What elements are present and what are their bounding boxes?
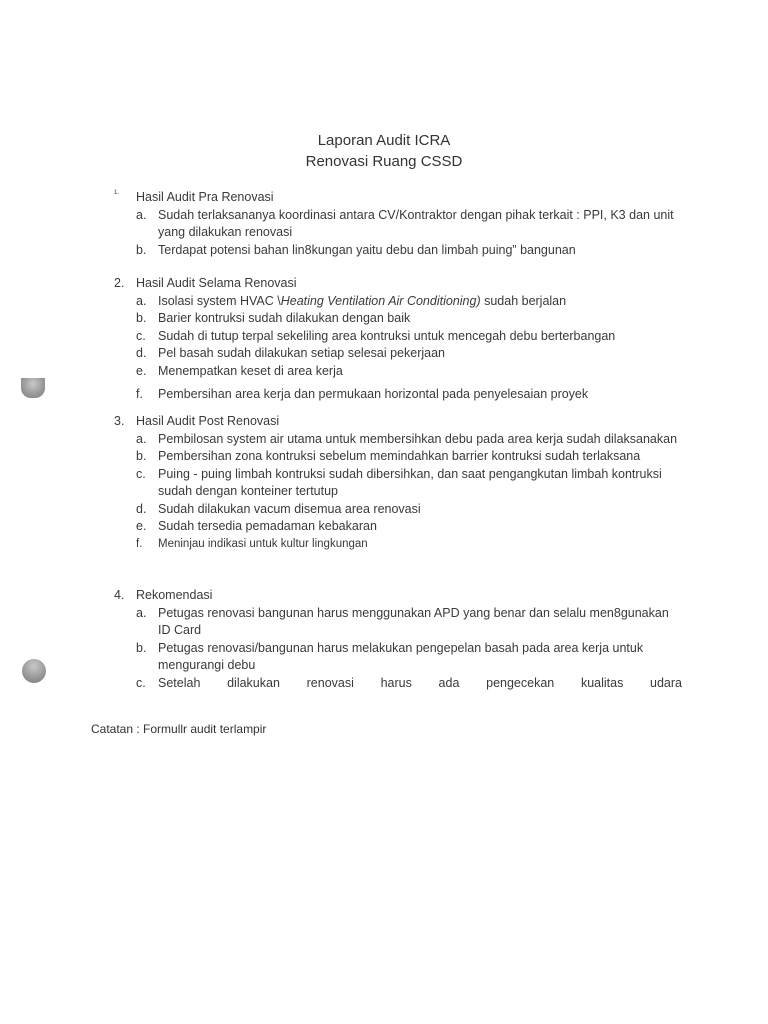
punch-hole-mark — [22, 659, 46, 683]
list-item — [112, 242, 682, 260]
item-letter: b. — [136, 242, 147, 257]
item-letter: e. — [136, 363, 147, 378]
item-text-italic: Heating Ventilation Air Conditioning) — [280, 293, 481, 308]
document-title: Laporan Audit ICRA — [317, 132, 451, 149]
item-text: Sudah tersedia pemadaman kebakaran — [158, 519, 377, 533]
list-item — [112, 501, 682, 519]
footnote: Catatan : Formullr audit terlampir — [91, 722, 267, 736]
item-letter: b. — [136, 449, 147, 463]
list-item — [112, 640, 682, 675]
item-letter: c. — [136, 466, 146, 481]
list-item — [112, 431, 682, 449]
item-text: Sudah dilakukan vacum disemua area renovasi — [158, 501, 421, 516]
section-post-renovasi — [112, 413, 682, 553]
section-pra-renovasi — [112, 189, 682, 259]
item-list — [112, 207, 682, 260]
list-item — [112, 536, 682, 554]
punch-hole-mark — [21, 378, 45, 398]
item-text: Pembersihan area kerja dan permukaan horizontal pada penyelesaian proyek — [158, 387, 589, 401]
list-item — [112, 675, 682, 693]
list-item — [112, 293, 682, 311]
section-number: 1. — [114, 190, 120, 196]
item-text: Puing - puing limbah kontruksi sudah dibersihkan, dan saat pengangkutan limbah kontruksi sudah dengan konteiner tertutup — [158, 466, 662, 498]
item-text: Petugas renovasi/bangunan harus melakukan pengepelan basah pada area kerja untuk mengurangi debu — [158, 640, 644, 672]
item-text: Pembersihan zona kontruksi sebelum memindahkan barrier kontruksi sudah terlaksana — [158, 449, 641, 463]
item-text — [158, 293, 682, 311]
list-item — [112, 386, 682, 404]
section-rekomendasi — [112, 587, 682, 692]
item-text: Barier kontruksi sudah dilakukan dengan baik — [158, 311, 411, 325]
item-letter: e. — [136, 519, 147, 533]
item-text: Pembilosan system air utama untuk membersihkan debu pada area kerja sudah dilaksanakan — [158, 431, 678, 446]
item-text: Sudah terlaksananya koordinasi antara CV/Kontraktor dengan pihak terkait : PPI, K3 dan unit yang dilakukan renovasi — [158, 207, 674, 239]
section-heading — [112, 189, 682, 207]
list-item — [112, 345, 682, 363]
item-list — [112, 605, 682, 693]
section-heading — [112, 587, 682, 605]
item-list — [112, 293, 682, 404]
item-text-pre: Isolasi system HVAC \ — [158, 293, 281, 308]
item-text: Terdapat potensi bahan lin8kungan yaitu debu dan limbah puing” bangunan — [158, 242, 576, 257]
item-letter: b. — [136, 311, 147, 325]
section-heading — [112, 413, 682, 431]
item-text: Pel basah sudah dilakukan setiap selesai pekerjaan — [158, 346, 445, 360]
document-subtitle: Renovasi Ruang CSSD — [305, 153, 463, 170]
item-letter: a. — [136, 293, 147, 308]
list-item — [112, 310, 682, 328]
section-number: 2. — [114, 276, 125, 290]
item-text: Setelah dilakukan renovasi harus ada pengecekan kualitas udara — [158, 675, 682, 690]
item-letter: b. — [136, 640, 147, 655]
section-number: 3. — [114, 414, 125, 428]
section-heading-text: Hasil Audit Post Renovasi — [136, 414, 280, 428]
section-selama-renovasi — [112, 275, 682, 404]
list-item — [112, 605, 682, 640]
section-heading — [112, 275, 682, 293]
item-text: Petugas renovasi bangunan harus menggunakan APD yang benar dan selalu men8gunakan ID Card — [158, 605, 669, 637]
item-text: Menempatkan keset di area kerja — [158, 363, 343, 378]
item-list — [112, 431, 682, 554]
item-text-post: sudah berjalan — [480, 293, 567, 308]
section-heading-text: Hasil Audit Pra Renovasi — [136, 190, 274, 204]
list-item — [112, 448, 682, 466]
list-item — [112, 466, 682, 501]
list-item — [112, 518, 682, 536]
item-letter: c. — [136, 328, 146, 343]
item-letter: c. — [136, 675, 146, 690]
section-heading-text: Rekomendasi — [136, 588, 213, 602]
item-letter: f. — [136, 387, 143, 401]
section-heading-text: Hasil Audit Selama Renovasi — [136, 276, 297, 290]
section-number: 4. — [114, 588, 125, 602]
item-letter: d. — [136, 346, 147, 360]
item-letter: d. — [136, 501, 147, 516]
item-letter: f. — [136, 537, 143, 550]
list-item — [112, 363, 682, 381]
item-text: Meninjau indikasi untuk kultur lingkungan — [158, 537, 368, 550]
list-item — [112, 207, 682, 242]
item-letter: a. — [136, 605, 147, 620]
list-item — [112, 328, 682, 346]
item-text: Sudah di tutup terpal sekeliling area kontruksi untuk mencegah debu berterbangan — [158, 328, 616, 343]
item-letter: a. — [136, 431, 147, 446]
item-letter: a. — [136, 207, 147, 222]
